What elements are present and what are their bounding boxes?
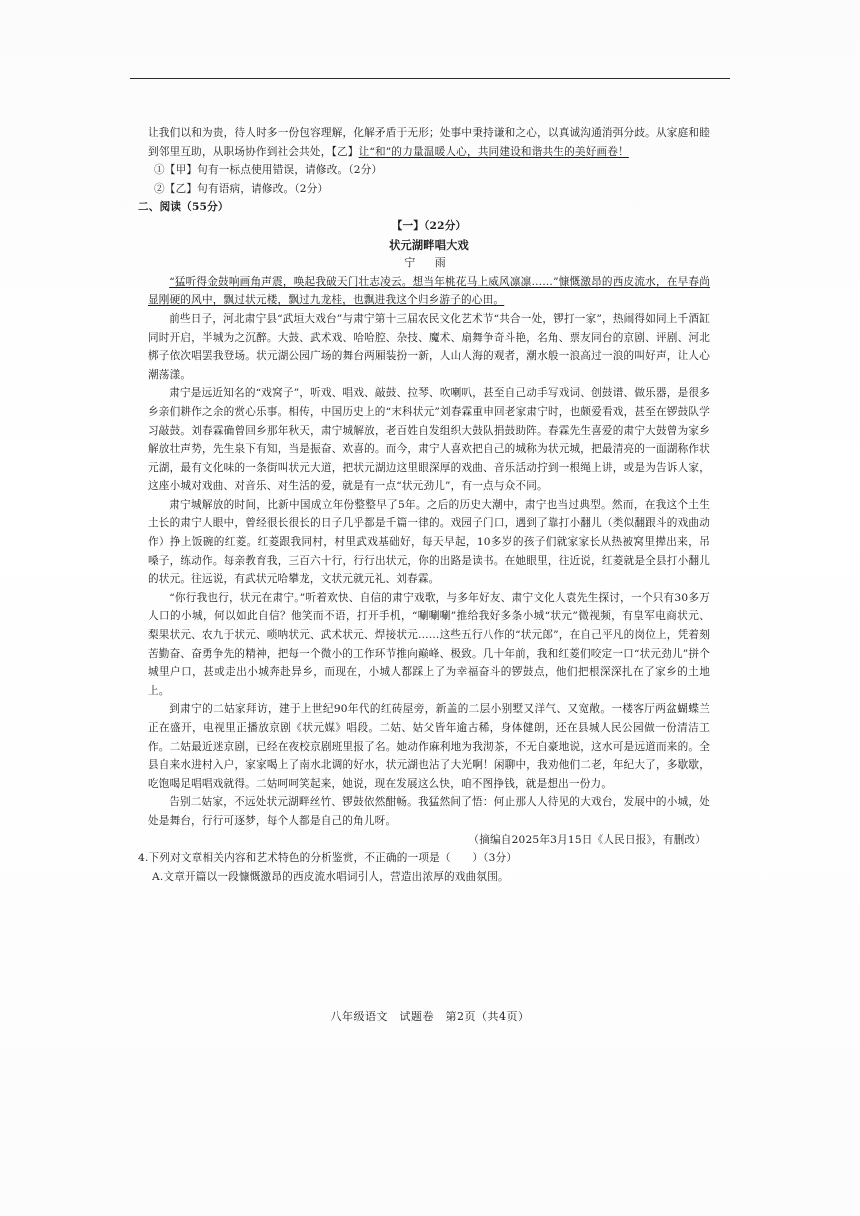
- article-author: 宁 雨: [404, 256, 454, 270]
- header-rule: [130, 78, 730, 79]
- paragraph-1-text: “猛听得金鼓响画角声震，唤起我破天门壮志凌云。想当年桃花马上威风凛凛……”慷慨激昂的西皮流水，在早春尚显刚硬的风中，飘过状元楼，飘过九龙桂，也飘进我这个归乡游子的心田。: [148, 275, 710, 307]
- question-4-option-a: A.文章开篇以一段慷慨激昂的西皮流水唱词引人，营造出浓厚的戏曲氛围。: [152, 870, 509, 883]
- reading-part-label: 【一】（22分）: [391, 219, 467, 232]
- article-source: （摘编自2025年3月15日《人民日报》，有删改）: [468, 833, 706, 846]
- lead-sentence-yi: 让“和”的力量温暖人心，共同建设和谐共生的美好画卷！: [358, 145, 629, 158]
- exam-page-body: [138, 124, 710, 886]
- question-4: 4.下列对文章相关内容和艺术特色的分析鉴赏，不正确的一项是（ ）（3分）: [138, 852, 518, 865]
- article-paragraph-2: 前些日子，河北肃宁县“武垣大戏台”与肃宁第十三届农民文化艺术节“共合一处，锣打一家”，热闹得如同上千酒缸同时开启，半城为之沉醉。大鼓、武术戏、哈哈腔、杂技、魔术、扇舞争奇斗艳，名角、票友同台的京剧、评剧、河北梆子依次唱罢我登场。状元湖公园广场的舞台两厢装扮一新，人山人海的观者，潮水般一浪高过一浪的叫好声，让人心潮荡漾。: [148, 312, 710, 381]
- article-title: 状元湖畔唱大戏: [389, 237, 469, 252]
- article-paragraph-4: 肃宁城解放的时间，比新中国成立年份整整早了5年。之后的历史大潮中，肃宁也当过典型。然而，在我这个土生土长的肃宁人眼中，曾经很长很长的日子几乎都是千篇一律的。戏园子门口，遇到了靠打小翻儿（类似翻跟斗的戏曲动作）挣上饭碗的红菱。红菱跟我同村，村里武戏基础好，每天早起，10多岁的孩子们就家家长从热被窝里撵出来，吊嗓子，练动作。每亲教育我，三百六十行，行行出状元，你的出路是读书。在她眼里，往近说，红菱就是全县打小翻儿的状元。往远说，有武状元哈攀龙，文状元就元礼、刘春霖。: [148, 498, 710, 586]
- article-paragraph-1: [148, 273, 710, 310]
- lead-paragraph: [148, 124, 710, 161]
- article-paragraph-7: 告别二姑家，不远处状元湖畔丝竹、锣鼓依然酣畅。我猛然间了悟：何止那人人待见的大戏台，发展中的小城，处处是舞台，行行可逐梦，每个人都是自己的角儿呀。: [148, 796, 710, 827]
- question-2: ②【乙】句有语病，请修改。（2分）: [154, 182, 329, 195]
- article-paragraph-3: 肃宁是远近知名的“戏窝子”，听戏、唱戏、敲鼓、拉琴、吹喇叭，甚至自己动手写戏词、创鼓谱、做乐器，是很多乡亲们耕作之余的赏心乐事。相传，中国历史上的“末科状元”刘春霖重申回老家肃宁时，也颇爱看戏，甚至在锣鼓队学习敲鼓。刘春霖确曾回乡那年秋天，肃宁城解放，老百姓自发组织大鼓队捐鼓助阵。春霖先生喜爱的肃宁大鼓曾为家乡解放壮声势，先生泉下有知，当是振奋、欢喜的。而今，肃宁人喜欢把自己的城称为状元城，把最清亮的一面湖称作状元湖，最有文化味的一条街叫状元大道，把状元湖边这里眼深厚的戏曲、音乐活动拧到一根绳上讲，或是为告诉人家，这座小城对戏曲、对音乐、对生活的爱，就是有一点“状元劲儿”，有一点与众不同。: [148, 387, 710, 493]
- article-paragraph-5: “你行我也行，状元在肃宁。”听着欢快、自信的肃宁戏歌，与多年好友、肃宁文化人袁先生探讨，一个只有30多万人口的小城，何以如此自信？他笑而不语，打开手机，“唰唰唰”推给我好多条小城“状元”微视频，有皇军电商状元、梨果状元、农九于状元、唢呐状元、武术状元、焊接状元……这些五行八作的“状元郎”，在自己平凡的岗位上，凭着刻苦勤奋、奋勇争先的精神，把每一个微小的工作环节推向巅峰、极致。几十年前，我和红菱们咬定一口“状元劲儿”拼个城里户口，甚或走出小城奔赴异乡，而现在，小城人都踩上了为幸福奋斗的锣鼓点，他们把根深深扎在了家乡的土地上。: [148, 591, 710, 697]
- question-1: ①【甲】句有一标点使用错误，请修改。（2分）: [154, 164, 383, 177]
- lead-marker-yi: 【乙】: [331, 145, 359, 158]
- lead-text-a: 让我们以和为贵，待人时多一份包容理解，化解矛盾于无形；处事中秉持谦和之心，以真诚沟通消弭分歧。从家庭和睦到邻里互助，从职场协作到社会共处，: [148, 127, 710, 158]
- section-heading-reading: 二、阅读（55分）: [138, 201, 229, 214]
- page-footer: 八年级语文 试题卷 第2页（共4页）: [330, 1010, 530, 1023]
- article-paragraph-6: 到肃宁的二姑家拜访，建于上世纪90年代的红砖屋旁，新盖的二层小别墅又洋气、又宽敞。一楼客厅两盆蝴蝶兰正在盛开，电视里正播放京剧《状元媒》唱段。二姑、姑父皆年逾古稀，身体健朗，还在县城人民公园做一份清洁工作。二姑最近迷京剧，已经在夜校京剧班里报了名。她动作麻利地为我沏茶，不无自豪地说，这水可是远道而来的。全县自来水进村入户，家家喝上了南水北调的好水，状元湖也沾了大光啊！闲聊中，我劝他们二老，年纪大了，多歇歇，吃饱喝足唱唱戏就得。二姑呵呵笑起来，她说，现在发展这么快，咱不图挣钱，就是想出一份力。: [148, 703, 710, 790]
